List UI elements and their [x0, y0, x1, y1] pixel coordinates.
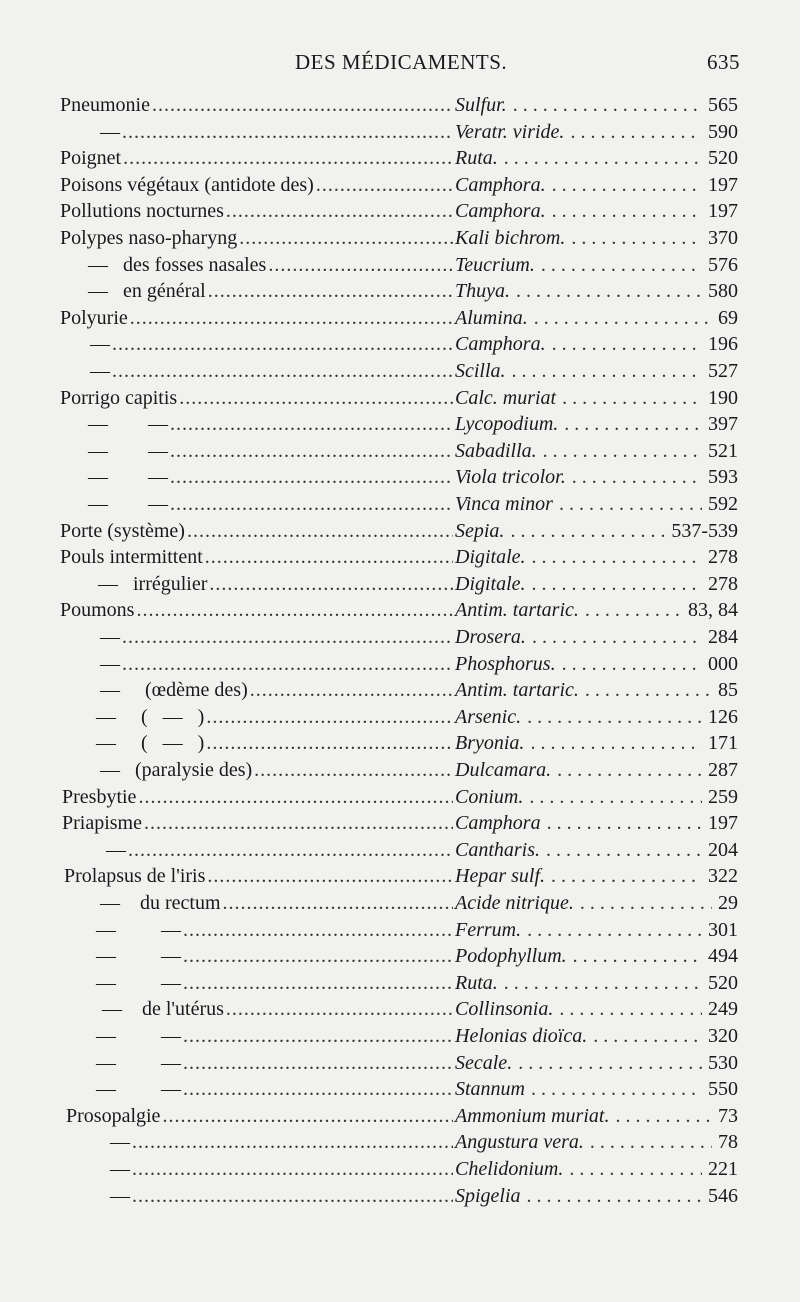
index-entry — [0, 943, 800, 970]
entry-remedy: Ruta. — [455, 971, 498, 994]
entry-term: — — [106, 838, 126, 861]
dot-leader — [207, 863, 453, 890]
entry-term: — — — [96, 1051, 181, 1074]
index-entry — [0, 863, 800, 890]
entry-term: Polypes naso-pharyng — [60, 227, 238, 249]
entry-remedy: Digitale. — [455, 546, 526, 569]
entry-page: 520 — [708, 147, 738, 170]
index-entry — [0, 597, 800, 624]
entry-page: 73 — [718, 1104, 738, 1127]
entry-term: — — [90, 360, 110, 382]
dot-leader — [206, 730, 453, 757]
index-entry — [0, 305, 800, 332]
index-entry — [0, 677, 800, 704]
entry-term: — de l'utérus — [102, 998, 224, 1021]
entry-page: 593 — [708, 466, 738, 489]
dot-leader-page — [585, 597, 682, 624]
entry-remedy: Phosphorus. — [455, 652, 556, 675]
entry-page: 197 — [708, 173, 738, 196]
entry-term: Presbytie — [62, 785, 137, 808]
entry-term: — — [100, 120, 120, 143]
index-entry — [0, 837, 800, 864]
dot-leader — [123, 145, 453, 172]
dot-leader — [152, 92, 453, 119]
entry-page: 520 — [708, 971, 738, 994]
index-entry — [0, 518, 800, 545]
dot-leader-page — [532, 544, 702, 571]
entry-page: 29 — [718, 892, 738, 914]
entry-remedy: Spigelia — [455, 1184, 521, 1207]
entry-remedy: Chelidonium. — [455, 1158, 564, 1180]
entry-page: 221 — [708, 1158, 738, 1180]
entry-page: 494 — [708, 945, 738, 968]
dot-leader-page — [547, 810, 702, 837]
entry-term: — irrégulier — [98, 572, 208, 595]
entry-remedy: Helonias dioïca. — [455, 1025, 588, 1047]
dot-leader — [132, 1129, 453, 1156]
entry-remedy: Antim. tartaric. — [455, 679, 579, 702]
entry-page: 576 — [708, 253, 738, 276]
dot-leader-page — [570, 119, 702, 146]
entry-remedy: Conium. — [455, 785, 524, 808]
dot-leader — [122, 651, 453, 678]
entry-remedy: Teucrium. — [455, 253, 535, 276]
entry-page: 590 — [708, 120, 738, 143]
entry-page: 204 — [708, 838, 738, 861]
entry-remedy: Collinsonia. — [455, 998, 554, 1021]
entry-remedy: Camphora. — [455, 200, 546, 223]
dot-leader — [183, 1023, 453, 1050]
entry-remedy: Camphora. — [455, 333, 546, 356]
dot-leader-page — [529, 784, 702, 811]
entry-term: — — [110, 1158, 130, 1180]
dot-leader — [223, 890, 453, 917]
dot-leader-page — [573, 943, 702, 970]
entry-term: — du rectum — [100, 892, 221, 914]
entry-remedy: Kali bichrom. — [455, 227, 566, 249]
entry-term: Poisons végétaux (antidote des) — [60, 173, 314, 196]
dot-leader-page — [527, 704, 702, 731]
dot-leader — [132, 1183, 453, 1210]
index-entry — [0, 491, 800, 518]
index-entry — [0, 730, 800, 757]
entry-term: — — [90, 333, 110, 356]
dot-leader-page — [590, 1129, 712, 1156]
dot-leader-page — [564, 411, 702, 438]
dot-leader-page — [559, 491, 702, 518]
index-entry — [0, 1103, 800, 1130]
entry-page: 126 — [708, 705, 738, 728]
dot-leader-page — [615, 1103, 712, 1130]
entry-term: — — — [96, 1025, 181, 1047]
entry-remedy: Cantharis. — [455, 838, 541, 861]
dot-leader — [138, 784, 453, 811]
entry-page: 537-539 — [671, 519, 738, 542]
entry-remedy: Bryonia. — [455, 732, 525, 755]
entry-term: Pouls intermittent — [60, 546, 203, 569]
dot-leader — [226, 996, 453, 1023]
dot-leader-page — [532, 624, 702, 651]
entry-page: 320 — [708, 1025, 738, 1047]
index-entry — [0, 624, 800, 651]
page-number: 635 — [707, 50, 740, 74]
index-entry — [0, 1023, 800, 1050]
entry-remedy: Acide nitrique. — [455, 892, 574, 914]
dot-leader — [128, 837, 453, 864]
index-entry — [0, 1156, 800, 1183]
entry-term: Polyurie — [60, 306, 128, 329]
index-entry — [0, 890, 800, 917]
entry-remedy: Secale. — [455, 1051, 513, 1074]
entry-remedy: Sulfur. — [455, 94, 507, 116]
index-entry — [0, 917, 800, 944]
entry-page: 592 — [708, 493, 738, 515]
entry-term: — (œdème des) — [100, 679, 248, 702]
header-title: DES MÉDICAMENTS. — [295, 50, 508, 74]
entry-page: 546 — [708, 1184, 738, 1207]
index-entry — [0, 996, 800, 1023]
dot-leader — [179, 385, 453, 412]
entry-remedy: Viola tricolor. — [455, 466, 566, 489]
dot-leader — [170, 464, 453, 491]
running-header — [60, 50, 740, 80]
index-entry — [0, 810, 800, 837]
entry-term: Poignet — [60, 147, 122, 170]
entry-term: Pollutions nocturnes — [60, 200, 224, 223]
dot-leader — [183, 1050, 453, 1077]
entry-page: 197 — [708, 200, 738, 223]
index-entry — [0, 571, 800, 598]
entry-term: Porte (système) — [60, 519, 185, 542]
entry-page: 397 — [708, 413, 738, 436]
entry-term: Priapisme — [62, 812, 142, 835]
dot-leader-page — [504, 970, 702, 997]
dot-leader — [226, 198, 453, 225]
entry-remedy: Thuya. — [455, 280, 510, 303]
index-entry — [0, 651, 800, 678]
index-entry — [0, 970, 800, 997]
dot-leader-page — [552, 198, 702, 225]
dot-leader — [250, 677, 453, 704]
entry-page: 530 — [708, 1051, 738, 1074]
dot-leader — [130, 305, 453, 332]
dot-leader-page — [552, 331, 702, 358]
index-entry — [0, 92, 800, 119]
entry-remedy: Vinca minor — [455, 493, 553, 515]
dot-leader — [122, 119, 453, 146]
entry-remedy: Camphora. — [455, 173, 546, 196]
entry-remedy: Calc. muriat — [455, 386, 557, 409]
dot-leader-page — [518, 1050, 702, 1077]
entry-remedy: Sabadilla. — [455, 439, 537, 462]
entry-page: 000 — [708, 652, 738, 675]
dot-leader-page — [532, 571, 702, 598]
entry-remedy: Angustura vera. — [455, 1131, 584, 1154]
entry-remedy: Ferrum. — [455, 918, 522, 941]
dot-leader — [112, 358, 453, 385]
dot-leader — [183, 943, 453, 970]
entry-page: 527 — [708, 360, 738, 382]
dot-leader-page — [557, 757, 702, 784]
index-entry — [0, 784, 800, 811]
index-entry — [0, 252, 800, 279]
index-entry — [0, 119, 800, 146]
index-entry — [0, 464, 800, 491]
entry-page: 580 — [708, 280, 738, 303]
entry-remedy: Veratr. viride. — [455, 120, 565, 143]
index-entry — [0, 145, 800, 172]
dot-leader — [268, 252, 453, 279]
index-entry — [0, 225, 800, 252]
entry-remedy: Hepar sulf. — [455, 865, 545, 888]
entry-term: — — [110, 1184, 130, 1207]
dot-leader-page — [572, 464, 702, 491]
entry-remedy: Drosera. — [455, 626, 526, 648]
index-entry — [0, 358, 800, 385]
index-entry — [0, 704, 800, 731]
entry-term: Pneumonie — [60, 94, 150, 116]
entry-page: 370 — [708, 227, 738, 249]
entry-term: Porrigo capitis — [60, 386, 178, 409]
entry-page: 249 — [708, 998, 738, 1021]
dot-leader-page — [531, 1076, 702, 1103]
entry-term: Prosopalgie — [66, 1104, 161, 1127]
dot-leader-page — [559, 996, 702, 1023]
dot-leader — [122, 624, 453, 651]
dot-leader-page — [552, 172, 702, 199]
index-entry — [0, 438, 800, 465]
dot-leader-page — [504, 145, 702, 172]
dot-leader — [187, 518, 453, 545]
index-entry — [0, 411, 800, 438]
entry-term: — — — [88, 493, 168, 515]
dot-leader — [162, 1103, 453, 1130]
entry-page: 550 — [708, 1078, 738, 1101]
entry-page: 287 — [708, 759, 738, 781]
entry-term: — — — [96, 945, 181, 968]
dot-leader — [170, 438, 453, 465]
entry-remedy: Lycopodium. — [455, 413, 559, 436]
entry-remedy: Ammonium muriat. — [455, 1104, 610, 1127]
dot-leader-page — [530, 730, 702, 757]
dot-leader-page — [562, 651, 702, 678]
entry-remedy: Scilla. — [455, 360, 506, 382]
entry-term: — ( — ) — [96, 732, 205, 755]
entry-remedy: Antim. tartaric. — [455, 599, 579, 622]
dot-leader — [136, 597, 453, 624]
entry-term: — — — [96, 918, 181, 941]
entry-remedy: Ruta. — [455, 147, 498, 170]
entry-term: — — — [88, 466, 168, 489]
entry-page: 278 — [708, 546, 738, 569]
dot-leader — [205, 544, 453, 571]
dot-leader-page — [513, 92, 702, 119]
entry-remedy: Stannum — [455, 1078, 525, 1101]
dot-leader — [209, 571, 453, 598]
index-entry — [0, 385, 800, 412]
entry-term: — — [110, 1131, 130, 1154]
index-entry — [0, 1129, 800, 1156]
index-entry — [0, 331, 800, 358]
dot-leader-page — [569, 1156, 702, 1183]
dot-leader — [183, 970, 453, 997]
dot-leader-page — [546, 837, 702, 864]
entry-page: 259 — [708, 785, 738, 808]
entry-page: 69 — [718, 306, 738, 329]
dot-leader — [239, 225, 453, 252]
entry-page: 521 — [708, 439, 738, 462]
dot-leader-page — [571, 225, 702, 252]
index-entry — [0, 278, 800, 305]
dot-leader — [206, 704, 453, 731]
entry-term: — (paralysie des) — [100, 759, 253, 781]
index-entry — [0, 198, 800, 225]
dot-leader — [112, 331, 453, 358]
entry-page: 78 — [718, 1131, 738, 1154]
entry-page: 278 — [708, 572, 738, 595]
dot-leader-page — [527, 1183, 702, 1210]
dot-leader-page — [541, 252, 702, 279]
entry-term: — — — [96, 1078, 181, 1101]
index-entry — [0, 1183, 800, 1210]
entry-remedy: Arsenic. — [455, 705, 522, 728]
index-entry — [0, 1076, 800, 1103]
entry-term: Poumons — [60, 599, 135, 622]
entry-page: 190 — [708, 386, 738, 409]
dot-leader-page — [527, 917, 702, 944]
entry-term: — — — [88, 439, 168, 462]
entry-page: 284 — [708, 626, 738, 648]
entry-page: 85 — [718, 679, 738, 702]
dot-leader-page — [510, 518, 665, 545]
dot-leader-page — [585, 677, 712, 704]
entry-page: 83, 84 — [688, 599, 738, 622]
entry-term: — — [100, 652, 120, 675]
entry-term: — — [100, 626, 120, 648]
entry-remedy: Podophyllum. — [455, 945, 567, 968]
dot-leader — [183, 1076, 453, 1103]
dot-leader — [144, 810, 453, 837]
entry-page: 171 — [708, 732, 738, 755]
dot-leader-page — [551, 863, 702, 890]
dot-leader-page — [512, 358, 702, 385]
dot-leader — [316, 172, 453, 199]
entry-page: 196 — [708, 333, 738, 356]
dot-leader — [170, 491, 453, 518]
entry-remedy: Camphora — [455, 812, 541, 835]
entry-remedy: Digitale. — [455, 572, 526, 595]
entry-remedy: Dulcamara. — [455, 759, 552, 781]
index-entry — [0, 544, 800, 571]
index-entry — [0, 757, 800, 784]
entry-term: — ( — ) — [96, 705, 205, 728]
dot-leader-page — [543, 438, 702, 465]
dot-leader — [183, 917, 453, 944]
dot-leader-page — [534, 305, 712, 332]
dot-leader — [254, 757, 453, 784]
entry-remedy: Sepia. — [455, 519, 505, 542]
entry-page: 197 — [708, 812, 738, 835]
entry-page: 301 — [708, 918, 738, 941]
dot-leader — [132, 1156, 453, 1183]
entry-term: — — — [88, 413, 168, 436]
entry-remedy: Alumina. — [455, 306, 528, 329]
entry-term: — en général — [88, 280, 206, 303]
dot-leader — [170, 411, 453, 438]
dot-leader-page — [516, 278, 702, 305]
dot-leader-page — [562, 385, 702, 412]
dot-leader-page — [593, 1023, 702, 1050]
entry-page: 565 — [708, 94, 738, 116]
dot-leader-page — [580, 890, 712, 917]
index-entry — [0, 172, 800, 199]
entry-term: — — — [96, 971, 181, 994]
entry-term: Prolapsus de l'iris — [64, 865, 206, 888]
index-entry — [0, 1050, 800, 1077]
entry-term: — des fosses nasales — [88, 253, 267, 276]
dot-leader — [208, 278, 453, 305]
entry-page: 322 — [708, 865, 738, 888]
